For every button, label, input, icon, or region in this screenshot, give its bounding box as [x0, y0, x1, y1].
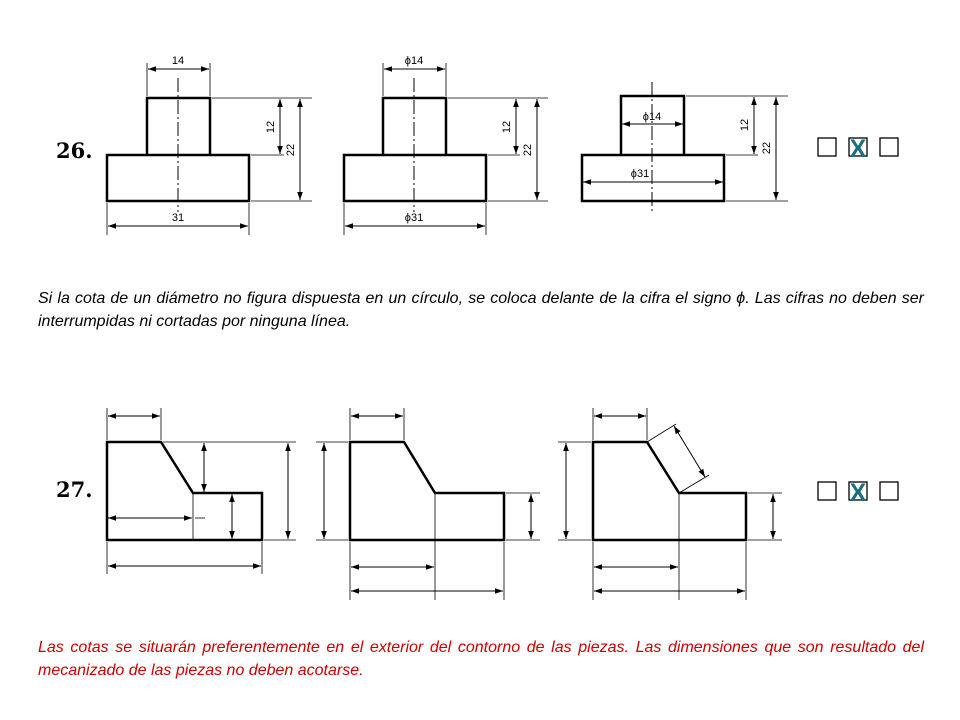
ex26-a-dim-height-22: 22 — [285, 143, 297, 157]
ex26-drawing-c — [582, 82, 788, 212]
ex27-drawing-b — [316, 408, 540, 600]
ex26-explanation: Si la cota de un diámetro no figura dispuesta en un círculo, se coloca delante de la cifra el signo ϕ. Las cifras no deben ser interrumpidas ni cortadas por ninguna línea. — [38, 290, 924, 330]
ex26-option-3-checkbox[interactable] — [880, 138, 898, 156]
ex26-b-dim-diameter-bottom: ϕ31 — [404, 212, 424, 224]
ex26-b-dim-diameter-top: ϕ14 — [404, 55, 424, 67]
ex27-option-1-checkbox[interactable] — [818, 482, 836, 500]
ex26-c-dim-height-12: 12 — [739, 118, 751, 132]
ex26-drawing-b — [344, 63, 548, 235]
ex26-b-dim-height-22: 22 — [522, 143, 534, 157]
ex26-a-dim-height-12: 12 — [265, 120, 277, 134]
ex26-a-dim-width-top: 14 — [171, 55, 185, 67]
ex27-answer-mark: X — [849, 479, 867, 507]
ex27-drawing-c — [558, 408, 782, 600]
ex26-number: 26. — [56, 138, 93, 163]
ex26-answer-mark: X — [849, 135, 867, 163]
ex26-c-dim-diameter-top: ϕ14 — [642, 111, 662, 123]
ex27-drawing-a — [107, 408, 296, 574]
ex27-option-3-checkbox[interactable] — [880, 482, 898, 500]
ex26-c-dim-height-22: 22 — [761, 141, 773, 155]
ex27-number: 27. — [56, 477, 93, 502]
ex26-a-dim-width-bottom: 31 — [171, 212, 185, 224]
ex26-drawing-a — [107, 63, 312, 235]
ex26-c-dim-diameter-bottom: ϕ31 — [630, 168, 650, 180]
ex26-b-dim-height-12: 12 — [501, 120, 513, 134]
ex27-explanation: Las cotas se situarán preferentemente en el exterior del contorno de las piezas. Las dimensiones que son resultado del mecanizado de las piezas no deben acotarse. — [38, 639, 924, 679]
ex26-option-1-checkbox[interactable] — [818, 138, 836, 156]
